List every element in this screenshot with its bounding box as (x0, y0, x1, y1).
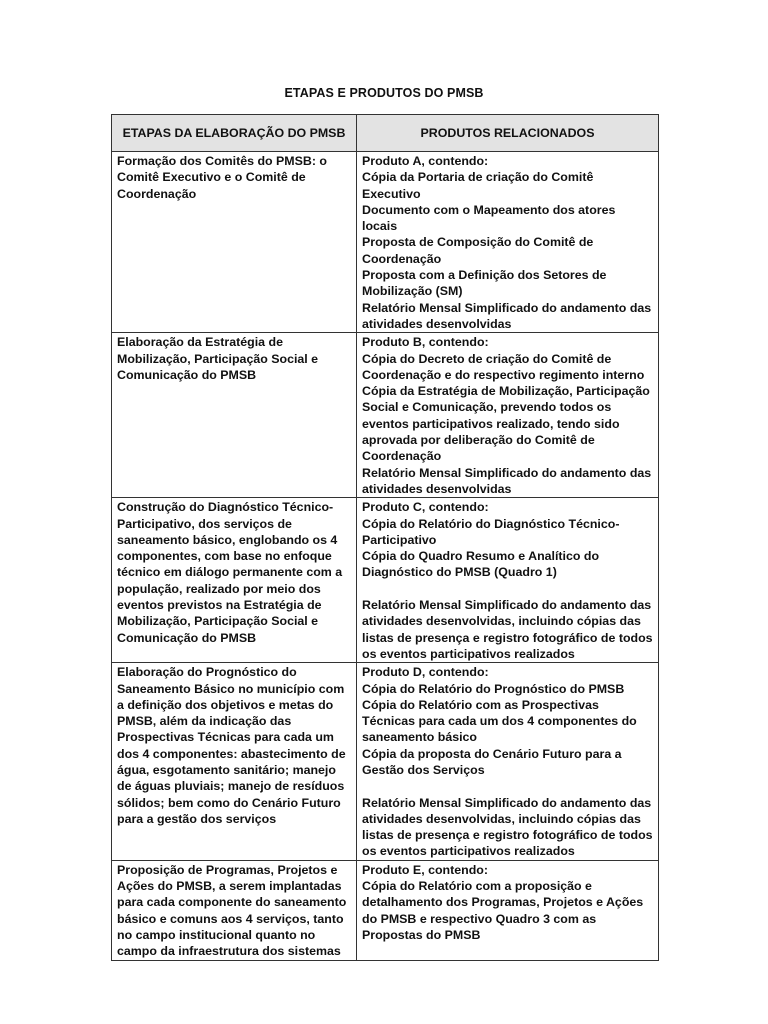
produto-cell (357, 498, 659, 663)
table-row (112, 152, 659, 333)
table-row (112, 333, 659, 498)
etapa-cell: Formação dos Comitês do PMSB: o Comitê Executivo e o Comitê de Coordenação (112, 152, 357, 333)
produto-line: Relatório Mensal Simplificado do andamento das atividades desenvolvidas, incluindo cópias das listas de presença e registro fotográfico de todos os eventos participativos realizados (362, 795, 653, 859)
produto-cell (357, 663, 659, 861)
produto-line: Produto D, contendo: (362, 665, 489, 680)
etapa-cell: Construção do Diagnóstico Técnico-Participativo, dos serviços de saneamento básico, englobando os 4 componentes, com base no enfoque técnico em diálogo permanente com a população, realizado por meio dos eventos previstos na Estratégia de Mobilização, Participação Social e Comunicação do PMSB (112, 498, 357, 663)
produto-line: Documento com o Mapeamento dos atores locais (362, 202, 616, 234)
table-header-row (112, 115, 659, 152)
produto-cell (357, 860, 659, 960)
etapa-cell: Elaboração do Prognóstico do Saneamento Básico no município com a definição dos objetivos e metas do PMSB, além da indicação das Prospectivas Técnicas para cada um dos 4 componentes: abastecimento de água, esgotamento sanitário; manejo de águas pluviais; manejo de resíduos sólidos; bem como do Cenário Futuro para a gestão dos serviços (112, 663, 357, 861)
etapa-cell: Proposição de Programas, Projetos e Ações do PMSB, a serem implantadas para cada componente do saneamento básico e comuns aos 4 serviços, tanto no campo institucional quanto no campo da infraestrutura dos sistemas (112, 860, 357, 960)
produto-cell (357, 152, 659, 333)
stages-products-table (111, 114, 659, 961)
produto-line: Proposta de Composição do Comitê de Coordenação (362, 235, 594, 266)
blank-line (362, 778, 653, 794)
produto-line: Cópia do Relatório do Diagnóstico Técnico-Participativo (362, 516, 620, 547)
header-etapas: ETAPAS DA ELABORAÇÃO DO PMSB (112, 115, 357, 152)
produto-line: Cópia da Estratégia de Mobilização, Participação Social e Comunicação, prevendo todos os eventos participativos realizado, tendo sido aprovada por deliberação do Comitê de Coordenação (362, 384, 650, 464)
produto-line: Cópia do Relatório com a proposição e detalhamento dos Programas, Projetos e Ações do PMSB e respectivo Quadro 3 com as Propostas do PMSB (362, 879, 644, 942)
table-row (112, 663, 659, 861)
produto-line: Cópia do Quadro Resumo e Analítico do Diagnóstico do PMSB (Quadro 1) (362, 549, 600, 580)
produto-line: Cópia do Decreto de criação do Comitê de Coordenação e do respectivo regimento interno (362, 351, 645, 382)
produto-line: Produto C, contendo: (362, 500, 489, 515)
produto-line: Relatório Mensal Simplificado do andamento das atividades desenvolvidas (362, 465, 652, 496)
produto-line: Relatório Mensal Simplificado do andamento das atividades desenvolvidas (362, 300, 652, 331)
blank-line (362, 581, 653, 597)
produto-line: Cópia da Portaria de criação do Comitê Executivo (362, 170, 594, 201)
table-row (112, 498, 659, 663)
document-title: ETAPAS E PRODUTOS DO PMSB (284, 86, 484, 100)
produto-line: Relatório Mensal Simplificado do andamento das atividades desenvolvidas, incluindo cópias das listas de presença e registro fotográfico de todos os eventos participativos realizados (362, 598, 653, 661)
produto-line: Proposta com a Definição dos Setores de Mobilização (SM) (362, 268, 607, 299)
produto-line: Cópia do Relatório com as Prospectivas Técnicas para cada um dos 4 componentes do saneamento básico (362, 697, 637, 745)
produto-line: Cópia do Relatório do Prognóstico do PMSB (362, 681, 625, 696)
produto-line: Cópia da proposta do Cenário Futuro para a Gestão dos Serviços (362, 746, 622, 777)
table-row (112, 860, 659, 960)
etapa-cell: Elaboração da Estratégia de Mobilização, Participação Social e Comunicação do PMSB (112, 333, 357, 498)
header-produtos: PRODUTOS RELACIONADOS (357, 115, 659, 152)
produto-cell (357, 333, 659, 498)
produto-line: Produto A, contendo: (362, 154, 489, 168)
produto-line: Produto E, contendo: (362, 862, 488, 877)
produto-line: Produto B, contendo: (362, 335, 489, 350)
